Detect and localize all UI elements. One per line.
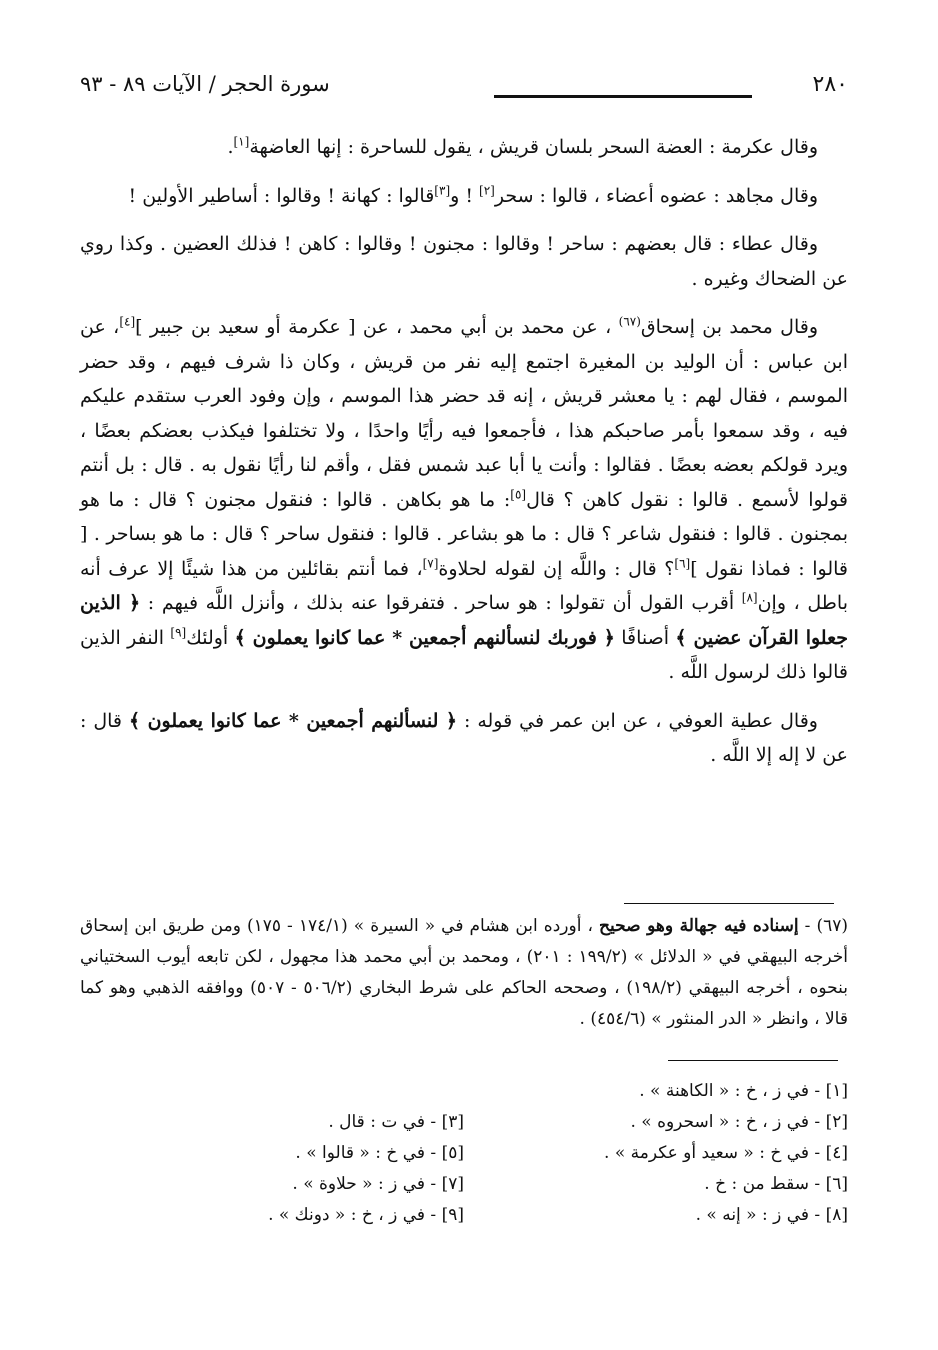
text-run: وقال محمد بن إسحاق — [640, 316, 818, 338]
text-run: ! و — [450, 184, 480, 207]
quran-verse: ﴿ الذين جعلوا القرآن عضين ﴾ — [80, 592, 848, 649]
text-run: . — [227, 136, 234, 158]
footnote-ref: [٢] — [479, 183, 495, 198]
variant-notes-separator — [668, 1060, 838, 1061]
text-run: قال : عن لا إله إلا اللَّه . — [80, 709, 848, 766]
commentary-number: (٦٧) - — [798, 916, 849, 936]
running-title: سورة الحجر / الآيات ٨٩ - ٩٣ — [80, 72, 330, 96]
header-rule — [494, 95, 752, 98]
text-run: ، فما أنتم بقائلين من هذا شيئًا إلا عرف أنه باطل ، وإن — [80, 557, 848, 614]
note-row — [80, 1200, 848, 1231]
text-run: ، عن محمد بن أبي محمد ، عن [ عكرمة أو سعيد بن جبير ] — [135, 316, 619, 338]
paragraph-ikrima — [80, 130, 848, 165]
commentary-lead: إسناده فيه جهالة وهو صحيح — [599, 916, 799, 936]
page-header — [80, 66, 848, 106]
note: [٨] - في ز : « إنه » . — [695, 1205, 848, 1225]
commentary-text: ، أورده ابن هشام في « السيرة » (١٧٤/١ - ١٧٥) ومن طريق ابن إسحاق أخرجه البيهقي في « الدلائل » (١٩٩/٢ : ٢٠١) ، ومحمد بن أبي محمد هذا مجهول ، لكن تابعه أيوب السختياني بنحوه ، أخرجه البيهقي (١٩٨/٢) ، وصححه الحاكم على شرط البخاري (٥٠٦/٢ - ٥٠٧) ووافقه الذهبي وهو كما قالا ، وانظر « الدر المنثور » (٤٥٤/٦) . — [80, 916, 848, 1029]
note — [80, 1076, 464, 1107]
quran-verse: ﴿ فوربك لنسألنهم أجمعين * عما كانوا يعملون ﴾ — [234, 626, 615, 649]
footnote-ref: [٥] — [510, 487, 527, 502]
quran-verse: ﴿ لنسألنهم أجمعين * عما كانوا يعملون ﴾ — [128, 709, 458, 732]
text-run: أقرب القول أن تقولوا : هو ساحر . فتفرقوا عنه بذلك ، وأنزل اللَّه فيهم : — [140, 592, 742, 614]
paragraph-ibn-ishaq — [80, 310, 848, 690]
variant-notes — [80, 1076, 848, 1231]
main-text — [80, 130, 848, 787]
footnote-ref: [٨] — [741, 590, 758, 605]
note: [٣] - في ت : قال . — [328, 1112, 464, 1132]
note-row — [80, 1169, 848, 1200]
text-run: : ما هو بكاهن . قالوا : فنقول مجنون ؟ قال : ما هو بمجنون . قالوا : فنقول شاعر ؟ قال : ما هو بشاعر . قالوا : فنقول ساحر ؟ قال : ما هو بساحر . [ قالوا : فماذا نقول ] — [80, 488, 848, 580]
footnote-ref: [٣] — [434, 183, 451, 198]
commentary-ref: (٦٧) — [618, 314, 641, 329]
note: [١] - في ز ، خ : « الكاهنة » . — [639, 1081, 848, 1101]
page-number: ٢٨٠ — [812, 72, 848, 97]
paragraph-atiyya — [80, 704, 848, 773]
footnote-ref: [٧] — [422, 556, 439, 571]
paragraph-mujahid — [80, 179, 848, 214]
text-run: وقال عطية العوفي ، عن ابن عمر في قوله : — [457, 709, 818, 732]
footnote-ref: [١] — [233, 134, 250, 149]
note: [٥] - في خ : « قالوا » . — [295, 1143, 464, 1163]
text-run: أولئك — [186, 626, 235, 649]
text-run: وقال عطاء : قال بعضهم : ساحر ! وقالوا : مجنون ! وقالوا : كاهن ! فذلك العضين . وكذا روي عن الضحاك وغيره . — [80, 233, 848, 290]
note-row — [80, 1076, 848, 1107]
note: [٩] - في ز ، خ : « دونك » . — [268, 1205, 464, 1225]
footnote-separator — [624, 903, 834, 904]
text-run: أصنافًا — [614, 626, 676, 649]
paragraph-ata — [80, 227, 848, 296]
text-run: ؟ قال : واللَّه إن لقوله لحلاوة — [438, 557, 675, 580]
text-run: وقال عكرمة : العضة السحر بلسان قريش ، يقول للساحرة : إنها العاضهة — [249, 136, 818, 158]
note: [٢] - في ز ، خ : « اسحروه » . — [630, 1112, 848, 1132]
text-run: وقال مجاهد : عضوه أعضاء ، قالوا : سحر — [494, 184, 818, 207]
note-row — [80, 1107, 848, 1138]
text-run: ، عن ابن عباس : أن الوليد بن المغيرة اجتمع إليه نفر من قريش ، وكان ذا شرف فيهم ، وقد حضر الموسم ، فقال لهم : يا معشر قريش ، إنه قد حضر هذا الموسم ، وإن وفود العرب ستقدم عليكم فيه ، وقد سمعوا بأمر صاحبكم هذا ، فأجمعوا فيه رأيًا واحدًا ، ولا تختلفوا فيكذب بعضكم بعضًا ، ويرد قولكم بعضه بعضًا . فقالوا : وأنت يا أبا عبد شمس فقل ، وأقم لنا رأيًا نقول به . قال : بل أنتم قولوا لأسمع . قالوا : نقول كاهن ؟ قال — [80, 316, 848, 511]
text-run: قالوا : كهانة ! وقالوا : أساطير الأولين ! — [128, 184, 435, 207]
footnote-ref: [٤] — [119, 314, 136, 329]
note-row — [80, 1138, 848, 1169]
note: [٦] - سقط من : خ . — [704, 1174, 848, 1194]
commentary-note — [80, 911, 848, 1035]
note: [٧] - في ز : « حلاوة » . — [292, 1174, 464, 1194]
footnote-ref: [٩] — [170, 625, 187, 640]
note: [٤] - في خ : « سعيد أو عكرمة » . — [604, 1143, 848, 1163]
footnote-ref: [٦] — [674, 556, 691, 571]
text-run: النفر الذين قالوا ذلك لرسول اللَّه . — [80, 626, 848, 683]
